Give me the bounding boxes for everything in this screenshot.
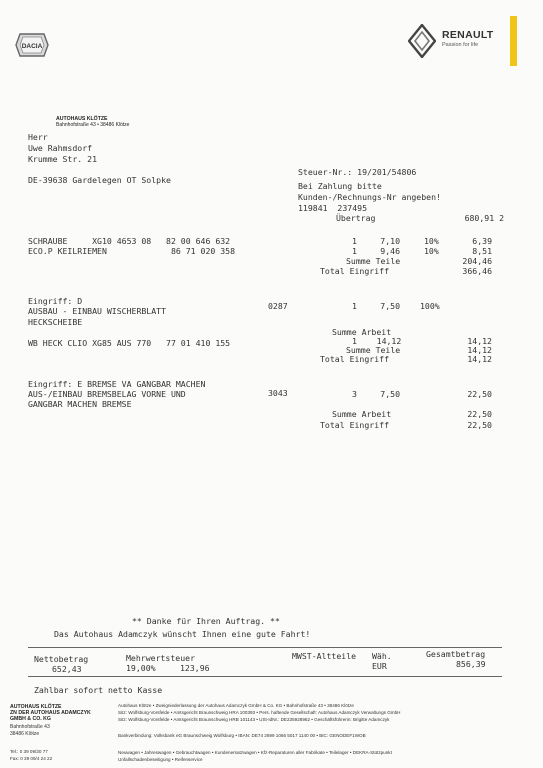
totals-divider-bottom bbox=[28, 676, 502, 677]
total-eingriff-label: Total Eingriff bbox=[320, 354, 390, 364]
footer-legal-2: Sitz: Wolfsburg-Vorsfelde • Amtsgericht Braunschweig HRA 100393 • Pers. haftende Gesellschaft: Autohaus Adamczyk Verwaltungs GmbH bbox=[118, 710, 401, 715]
part-row-desc: ECO.P KEILRIEMEN 86 71 020 358 bbox=[28, 246, 236, 256]
dacia-logo-text: DACIA bbox=[21, 43, 43, 50]
waehrung-label: Wäh. bbox=[372, 651, 392, 661]
eingriff-d-code: 0287 bbox=[268, 301, 288, 311]
footer-company-2: ZN DER AUTOHAUS ADAMCZYK bbox=[10, 710, 91, 716]
eingriff-d-pct: 100% bbox=[420, 301, 440, 311]
total-eingriff-value: 366,46 bbox=[462, 266, 492, 276]
part-row-total: 8,51 bbox=[472, 246, 492, 256]
mwst-value: 123,96 bbox=[180, 663, 210, 673]
eingriff-d-part-total: 14,12 bbox=[467, 336, 492, 346]
eingriff-e-code: 3043 bbox=[268, 388, 288, 398]
footer-fax: Fax: 0 39 09/4 24 22 bbox=[10, 756, 53, 761]
sender-name: AUTOHAUS KLÖTZE bbox=[56, 116, 108, 122]
payment-terms: Zahlbar sofort netto Kasse bbox=[34, 685, 163, 695]
footer-services-1: Neuwagen • Jahreswagen • Gebrauchtwagen • Kundenersatzwagen • Kfz-Reparaturen aller Fabrikate • Teilelager • DEKRA-Stützpunkt bbox=[118, 750, 392, 755]
total-eingriff-label: Total Eingriff bbox=[320, 266, 390, 276]
summe-teile-value: 204,46 bbox=[462, 256, 492, 266]
eingriff-e-price: 7,50 bbox=[380, 389, 400, 399]
footer-tel: Tel.: 0 39 09/30 77 bbox=[10, 749, 48, 754]
mwst-rate: 19,00% bbox=[126, 663, 156, 673]
total-eingriff-value: 22,50 bbox=[467, 420, 492, 430]
eingriff-d-price: 7,50 bbox=[380, 301, 400, 311]
renault-brand: RENAULT bbox=[442, 29, 494, 41]
summe-arbeit-value: 22,50 bbox=[467, 409, 492, 419]
steuer-nr: Steuer-Nr.: 19/201/54806 bbox=[298, 167, 417, 177]
eingriff-d-line2: HECKSCHEIBE bbox=[28, 317, 83, 327]
part-row-discount: 10% bbox=[424, 246, 439, 256]
thanks-line: ** Danke für Ihren Auftrag. ** bbox=[132, 616, 280, 626]
footer-services-2: Unfallschadenbeseitigung • Reifenservice bbox=[118, 757, 203, 762]
mwst-label: Mehrwertsteuer bbox=[126, 653, 196, 663]
eingriff-e-line2: GANGBAR MACHEN BREMSE bbox=[28, 399, 132, 409]
uebertrag-label: Übertrag bbox=[336, 213, 376, 223]
eingriff-d-part-desc: WB HECK CLIO XG85 AUS 770 77 01 410 155 bbox=[28, 338, 231, 348]
eingriff-e-qty: 3 bbox=[352, 389, 357, 399]
renault-diamond-icon bbox=[408, 24, 436, 58]
recipient-street: Krumme Str. 21 bbox=[28, 154, 98, 164]
payment-note-1: Bei Zahlung bitte bbox=[298, 181, 382, 191]
totals-divider-top bbox=[28, 647, 502, 648]
eingriff-d-qty: 1 bbox=[352, 301, 357, 311]
footer-legal-3: Sitz: Wolfsburg-Vorsfelde • Amtsgericht Braunschweig HRB 101143 • USt-IdNr.: DE235928962 • Geschäftsführerin: Brigitte Adamczyk bbox=[118, 717, 390, 722]
part-row-desc: SCHRAUBE XG10 4653 08 82 00 646 632 bbox=[28, 236, 231, 246]
eingriff-d-title: Eingriff: D bbox=[28, 296, 83, 306]
eingriff-e-title: Eingriff: E BREMSE VA GANGBAR MACHEN bbox=[28, 379, 206, 389]
brand-accent-bar bbox=[510, 16, 517, 66]
part-row-qty: 1 bbox=[352, 236, 357, 246]
recipient-salutation: Herr bbox=[28, 132, 48, 142]
footer-street: Bahnhofstraße 43 bbox=[10, 724, 50, 730]
gesamtbetrag-label: Gesamtbetrag bbox=[426, 649, 486, 659]
summe-arbeit-label: Summe Arbeit bbox=[332, 327, 392, 337]
waehrung-value: EUR bbox=[372, 661, 387, 671]
total-eingriff-value: 14,12 bbox=[467, 354, 492, 364]
dacia-logo bbox=[14, 28, 50, 62]
summe-teile-label: Summe Teile bbox=[346, 256, 401, 266]
recipient-city: DE-39638 Gardelegen OT Solpke bbox=[28, 175, 171, 185]
footer-company-3: GMBH & CO. KG bbox=[10, 716, 51, 722]
footer-city: 38486 Klötze bbox=[10, 731, 40, 737]
uebertrag-value: 680,91 2 bbox=[464, 213, 504, 223]
footer-company-1: AUTOHAUS KLÖTZE bbox=[10, 704, 62, 710]
footer-bank: Bankverbindung: Volksbank eG Braunschweig Wolfsburg • IBAN: DE74 2699 1066 5017 1140 00 • BIC: GENODEF1WOB bbox=[118, 733, 366, 738]
mwst-altteile-label: MWST-Altteile bbox=[292, 651, 357, 661]
part-row-total: 6,39 bbox=[472, 236, 492, 246]
eingriff-e-total: 22,50 bbox=[467, 389, 492, 399]
eingriff-e-line1: AUS-/EINBAU BREMSBELAG VORNE UND bbox=[28, 389, 186, 399]
wish-line: Das Autohaus Adamczyk wünscht Ihnen eine gute Fahrt! bbox=[54, 629, 311, 639]
part-row-discount: 10% bbox=[424, 236, 439, 246]
recipient-name: Uwe Rahmsdorf bbox=[28, 143, 93, 153]
footer-legal-1: Autohaus Klötze • Zweigniederlassung der Autohaus Adamczyk GmbH & Co. KG • Bahnhofstraße 43 • 38486 Klötze bbox=[118, 703, 354, 708]
eingriff-d-part-qty-price: 1 14,12 bbox=[352, 336, 402, 346]
gesamtbetrag-value: 856,39 bbox=[456, 659, 486, 669]
eingriff-d-line1: AUSBAU - EINBAU WISCHERBLATT bbox=[28, 306, 167, 316]
total-eingriff-label: Total Eingriff bbox=[320, 420, 390, 430]
part-row-price: 9,46 bbox=[380, 246, 400, 256]
netto-value: 652,43 bbox=[52, 664, 82, 674]
part-row-qty: 1 bbox=[352, 246, 357, 256]
part-row-price: 7,10 bbox=[380, 236, 400, 246]
summe-arbeit-label: Summe Arbeit bbox=[332, 409, 392, 419]
sender-address: Bahnhofstraße 43 • 38486 Klötze bbox=[56, 122, 130, 128]
renault-tagline: Passion for life bbox=[442, 42, 479, 48]
payment-note-2: Kunden-/Rechnungs-Nr angeben! bbox=[298, 192, 441, 202]
invoice-reference: 119841 237495 bbox=[298, 203, 368, 213]
summe-teile-label: Summe Teile bbox=[346, 345, 401, 355]
netto-label: Nettobetrag bbox=[34, 654, 89, 664]
summe-teile-value: 14,12 bbox=[467, 345, 492, 355]
